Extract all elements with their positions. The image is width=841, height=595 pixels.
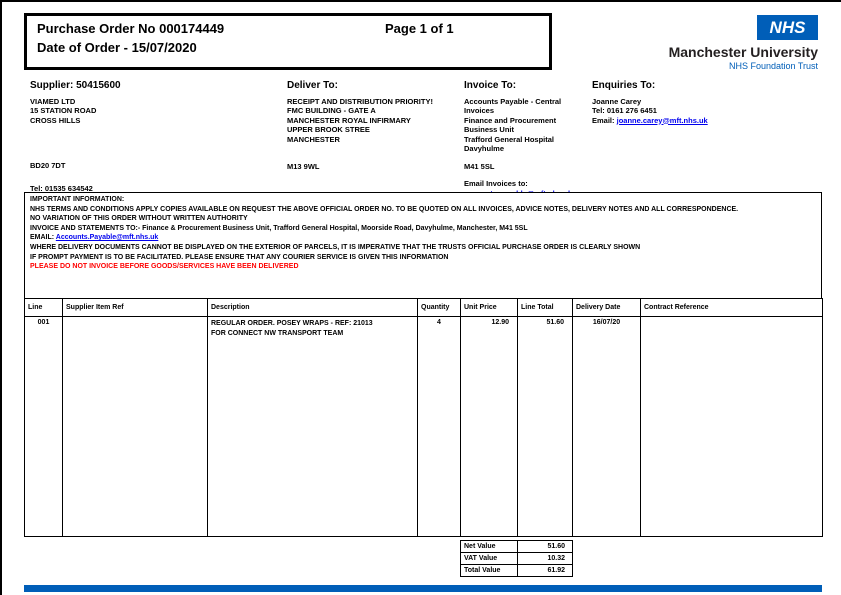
totals-table — [460, 540, 573, 577]
vat-value-label: VAT Value — [461, 553, 518, 565]
invoice-email-label: Email Invoices to: — [464, 179, 528, 188]
net-value-row — [461, 541, 573, 553]
supplier-address-line: CROSS HILLS — [30, 115, 81, 125]
column-header-unit-price: Unit Price — [461, 299, 518, 317]
supplier-tel: Tel: 01535 634542 — [30, 183, 93, 193]
items-table — [24, 298, 823, 537]
invoice-postcode: M41 5SL — [464, 161, 495, 171]
total-value-amount: 61.92 — [518, 565, 573, 577]
deliver-address-line: UPPER BROOK STREE — [287, 125, 370, 134]
important-warning: PLEASE DO NOT INVOICE BEFORE GOODS/SERVICES HAVE BEEN DELIVERED — [30, 263, 299, 271]
po-header-box — [24, 13, 552, 70]
item-row — [25, 317, 823, 537]
deliver-address-line: MANCHESTER — [287, 134, 340, 144]
item-quantity: 4 — [418, 317, 461, 537]
important-line: INVOICE AND STATEMENTS TO:- Finance & Procurement Business Unit, Trafford General Hospital, Moorside Road, Davyhulme, Manchester, M41 5SL — [30, 224, 528, 232]
supplier-section — [30, 81, 275, 193]
invoice-address-line: Invoices — [464, 106, 495, 115]
supplier-address-line: 15 STATION ROAD — [30, 106, 97, 115]
important-info-section — [25, 193, 821, 274]
important-email-link[interactable]: Accounts.Payable@mft.nhs.uk — [55, 234, 159, 242]
enquiries-section — [592, 81, 807, 125]
important-email-line — [30, 233, 816, 243]
deliver-address-line: MANCHESTER ROYAL INFIRMARY — [287, 115, 411, 125]
deliver-address-line: RECEIPT AND DISTRIBUTION PRIORITY! — [287, 96, 433, 106]
footer-accent-bar — [24, 585, 822, 592]
item-delivery-date: 16/07/20 — [573, 317, 641, 537]
item-line-number: 001 — [25, 317, 63, 537]
column-header-line-total: Line Total — [518, 299, 573, 317]
item-contract-reference — [641, 317, 823, 537]
nhs-logo: NHS — [757, 15, 818, 40]
important-line: WHERE DELIVERY DOCUMENTS CANNOT BE DISPLAYED ON THE EXTERIOR OF PARCELS, IT IS IMPERATIVE THAT THE TRUSTS OFFICIAL PURCHASE ORDER IS CLEARLY SHOWN — [30, 243, 641, 251]
order-date: Date of Order - 15/07/2020 — [37, 40, 197, 55]
invoice-address-line: Business Unit — [464, 125, 515, 134]
item-description — [208, 317, 418, 537]
trust-name: Manchester University — [668, 44, 818, 60]
important-line: IF PROMPT PAYMENT IS TO BE FACILITATED. PLEASE ENSURE THAT ANY COURIER SERVICE IS GIVEN THIS INFORMATION — [30, 253, 449, 261]
item-description-line: REGULAR ORDER. POSEY WRAPS - REF: 21013 — [211, 320, 373, 327]
column-header-supplier-item-ref: Supplier Item Ref — [63, 299, 208, 317]
item-unit-price: 12.90 — [461, 317, 518, 537]
net-value-amount: 51.60 — [518, 541, 573, 553]
supplier-address-line: VIAMED LTD — [30, 96, 76, 106]
enquiries-email-line — [592, 116, 807, 126]
invoice-address-line: Accounts Payable - Central — [464, 96, 562, 106]
nhs-branding — [669, 15, 818, 71]
important-line: NHS TERMS AND CONDITIONS APPLY COPIES AVAILABLE ON REQUEST THE ABOVE OFFICIAL ORDER NO. TO BE QUOTED ON ALL INVOICES, ADVICE NOTES, DELIVERY NOTES AND ALL CORRESPONDENCE. — [30, 205, 739, 213]
important-title: IMPORTANT INFORMATION: — [30, 196, 125, 203]
column-header-delivery-date: Delivery Date — [573, 299, 641, 317]
enquiries-heading: Enquiries To: — [592, 80, 656, 91]
deliver-to-section — [287, 81, 459, 172]
deliver-address-line: FMC BUILDING - GATE A — [287, 106, 376, 115]
column-header-description: Description — [208, 299, 418, 317]
invoice-to-heading: Invoice To: — [464, 80, 517, 91]
trust-subtitle: NHS Foundation Trust — [728, 61, 818, 71]
supplier-heading: Supplier: 50415600 — [30, 80, 121, 91]
po-number-title: Purchase Order No 000174449 — [37, 21, 225, 36]
invoice-address-line: Finance and Procurement — [464, 115, 557, 125]
enquiries-tel: Tel: 0161 276 6451 — [592, 106, 657, 115]
vat-value-row — [461, 553, 573, 565]
po-header-line1 — [37, 21, 539, 36]
invoice-to-section — [464, 81, 589, 198]
column-header-contract-reference: Contract Reference — [641, 299, 823, 317]
column-header-quantity: Quantity — [418, 299, 461, 317]
item-description-line: FOR CONNECT NW TRANSPORT TEAM — [211, 329, 344, 337]
enquiries-email-link[interactable]: joanne.carey@mft.nhs.uk — [616, 115, 708, 125]
important-line: NO VARIATION OF THIS ORDER WITHOUT WRITTEN AUTHORITY — [30, 215, 248, 223]
deliver-postcode: M13 9WL — [287, 162, 320, 171]
item-line-total: 51.60 — [518, 317, 573, 537]
enquiries-name: Joanne Carey — [592, 96, 642, 106]
net-value-label: Net Value — [461, 541, 518, 553]
enquiries-email-label: Email: — [592, 115, 615, 125]
important-email-label: EMAIL: — [30, 234, 55, 242]
total-value-row — [461, 565, 573, 577]
vat-value-amount: 10.32 — [518, 553, 573, 565]
deliver-to-heading: Deliver To: — [287, 80, 338, 91]
page-indicator: Page 1 of 1 — [385, 21, 454, 36]
invoice-address-line: Trafford General Hospital — [464, 134, 555, 144]
column-header-line: Line — [25, 299, 63, 317]
total-value-label: Total Value — [461, 565, 518, 577]
items-header-row — [25, 299, 823, 317]
supplier-postcode: BD20 7DT — [30, 161, 66, 170]
invoice-address-line: Davyhulme — [464, 144, 505, 153]
item-supplier-ref — [63, 317, 208, 537]
